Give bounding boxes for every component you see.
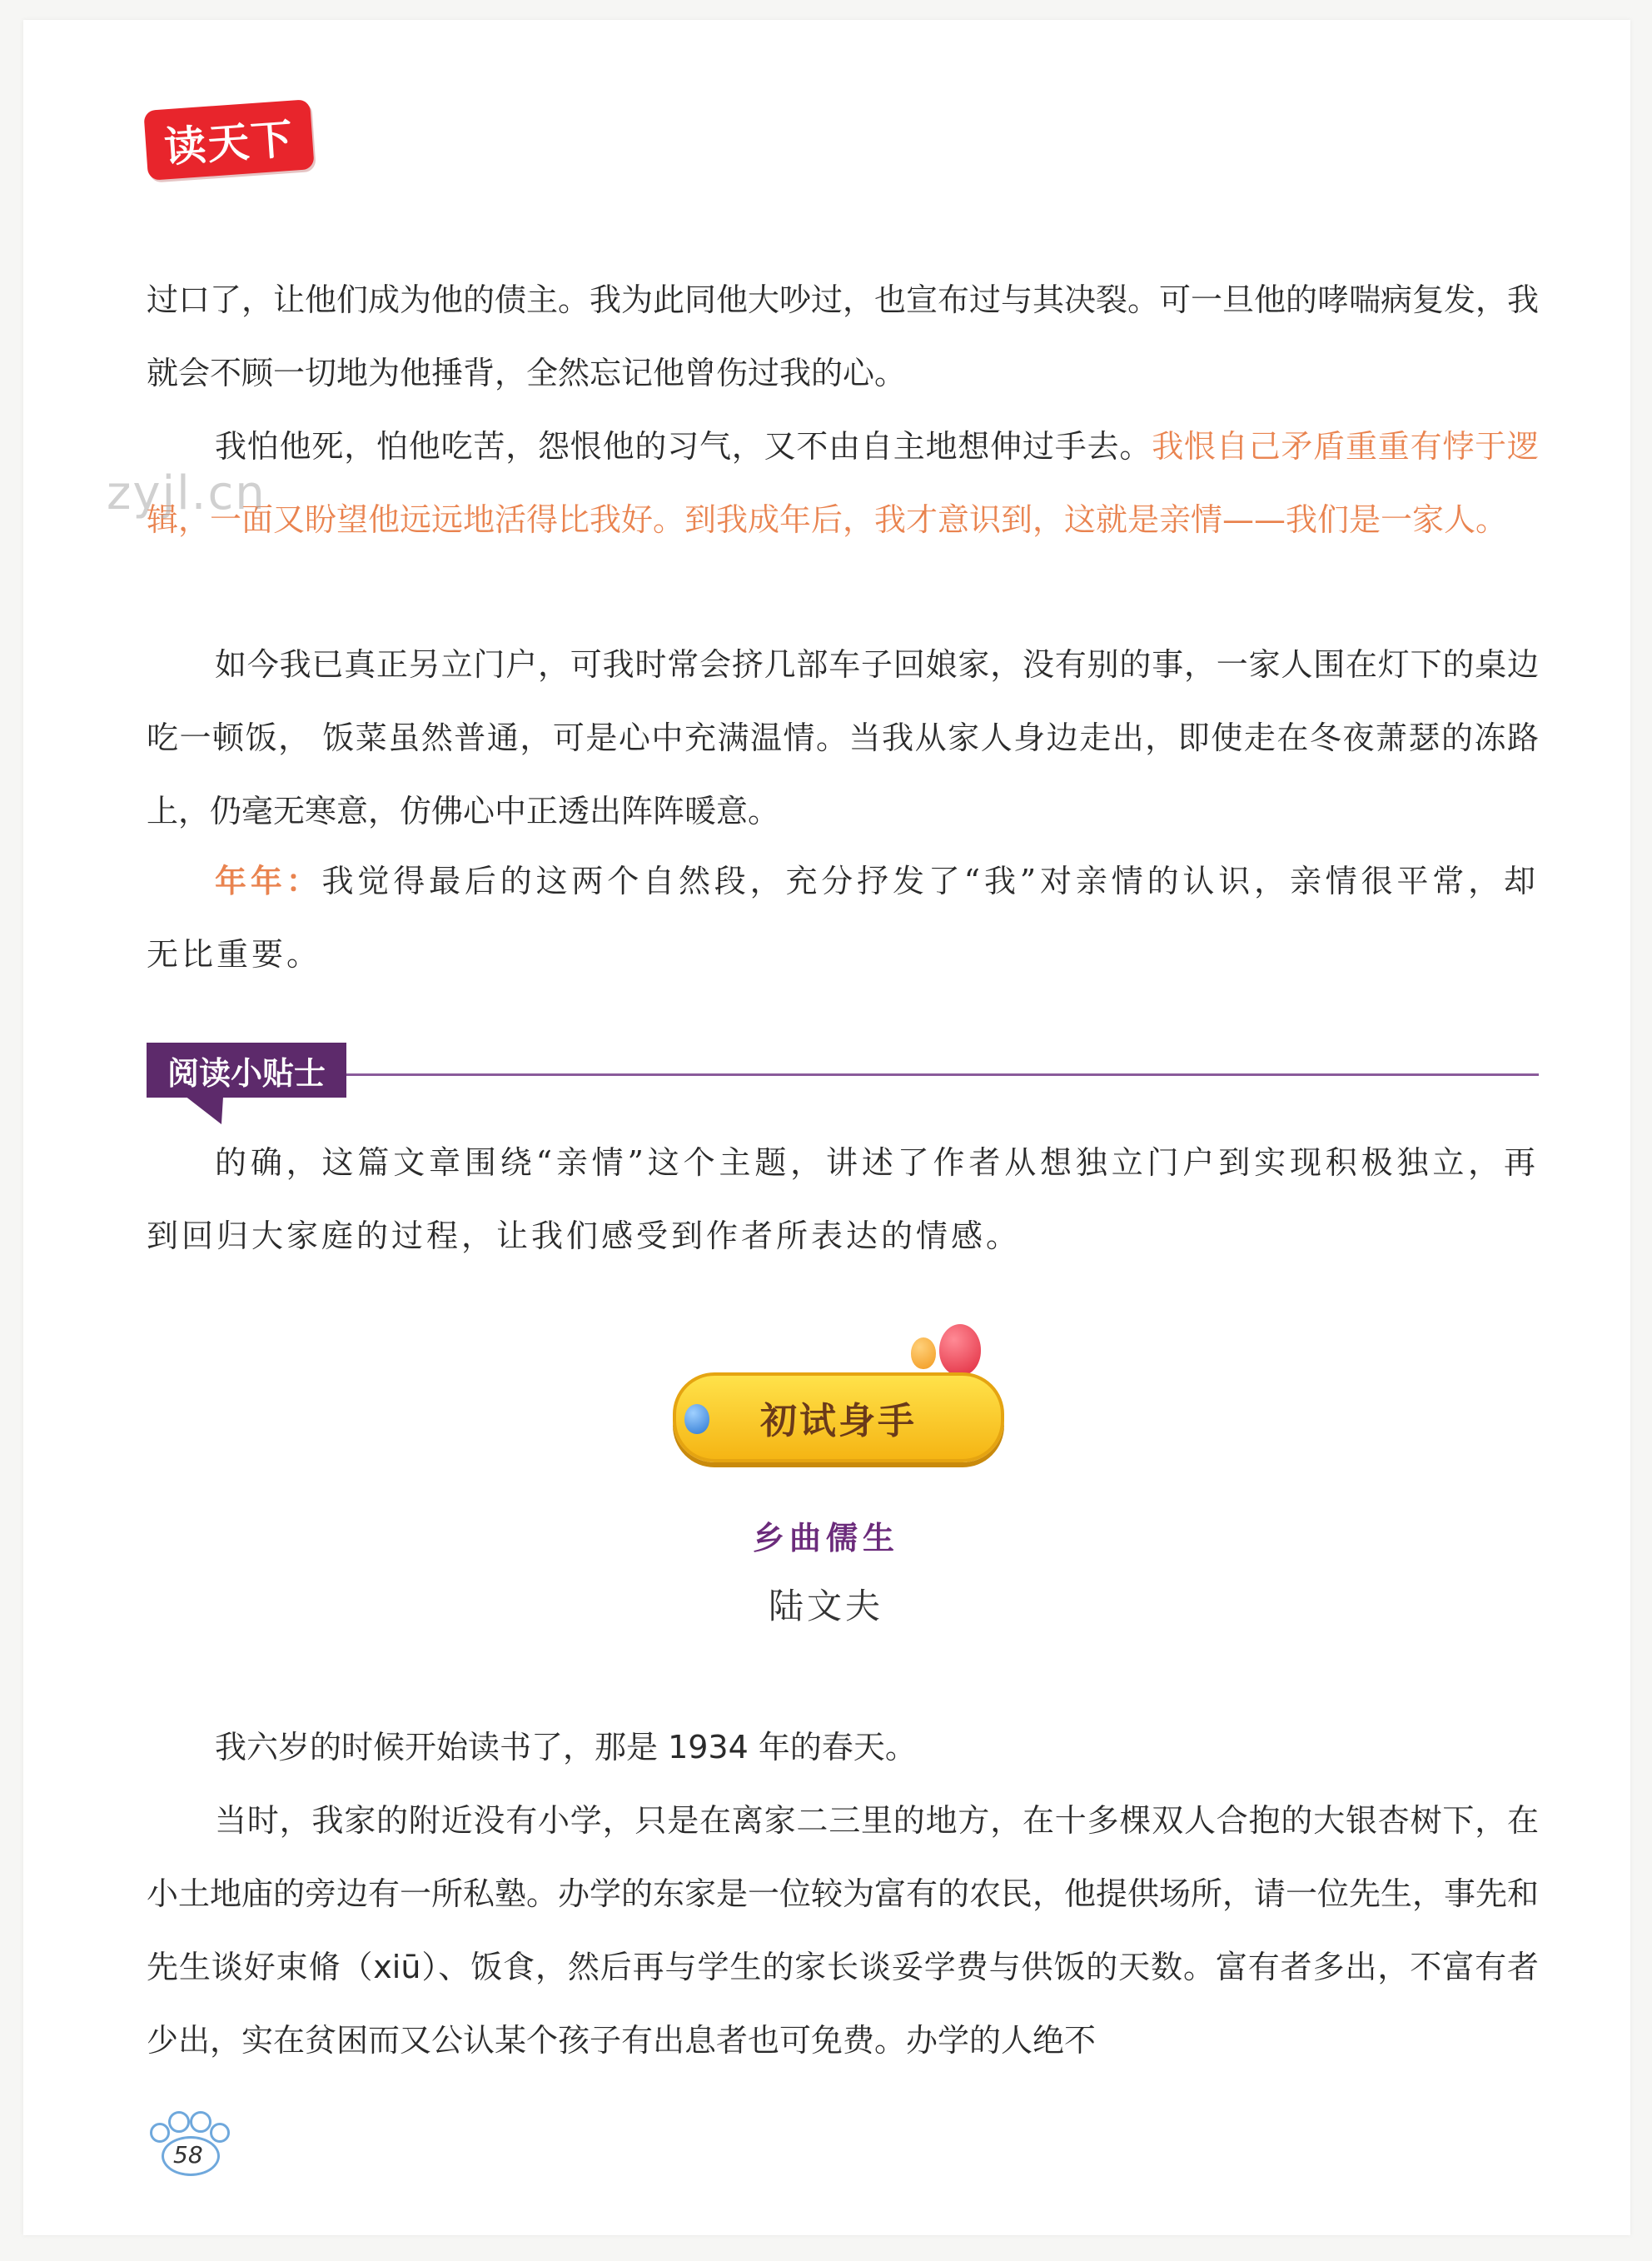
balloon-blue-icon xyxy=(684,1404,709,1434)
paw-toe-icon xyxy=(150,2123,170,2143)
paw-toe-icon xyxy=(168,2111,190,2133)
comment-text: 我觉得最后的这两个自然段，充分抒发了“我”对亲情的认识，亲情很平常，却无比重要。 xyxy=(147,863,1539,973)
balloon-orange-icon xyxy=(911,1337,936,1369)
paragraph-2-normal: 我怕他死，怕他吃苦，怨恨他的习气，又不由自主地想伸过手去。 xyxy=(215,428,1152,465)
tip-tag: 阅读小贴士 xyxy=(147,1043,346,1098)
paragraph-2 xyxy=(147,410,1539,556)
article-title: 乡曲儒生 xyxy=(752,1520,899,1556)
article-author: 陆文夫 xyxy=(768,1586,883,1626)
page-number-paw xyxy=(150,2111,230,2174)
paragraph-2-highlight: 我恨自己矛盾重重有悖于逻辑，一面又盼望他远远地活得比我好。到我成年后，我才意识到，这就是亲情——我们是一家人。 xyxy=(147,428,1539,538)
tip-divider xyxy=(346,1073,1539,1076)
paragraph-3: 如今我已真正另立门户，可我时常会挤几部车子回娘家，没有别的事，一家人围在灯下的桌边吃一顿饭， 饭菜虽然普通，可是心中充满温情。当我从家人身边走出，即使走在冬夜萧瑟的冻路上，仍毫无寒意，仿佛心中正透出阵阵暖意。 xyxy=(147,646,1539,829)
try-it-button: 初试身手 xyxy=(673,1372,1004,1462)
section-badge: 读天下 xyxy=(143,99,314,181)
paw-toe-icon xyxy=(210,2123,230,2143)
watermark: zyjl.cn xyxy=(107,466,266,520)
balloon-red-icon xyxy=(939,1324,981,1376)
paragraph-1: 过口了，让他们成为他的债主。我为此同他大吵过，也宣布过与其决裂。可一旦他的哮喘病复发，我就会不顾一切地为他捶背，全然忘记他曾伤过我的心。 xyxy=(147,281,1540,391)
tip-paragraph: 的确，这篇文章围绕“亲情”这个主题，讲述了作者从想独立门户到实现积极独立，再到回归大家庭的过程，让我们感受到作者所表达的情感。 xyxy=(147,1144,1539,1254)
comment xyxy=(147,844,1539,991)
article-paragraph-2: 当时，我家的附近没有小学，只是在离家二三里的地方，在十多棵双人合抱的大银杏树下，在小土地庙的旁边有一所私塾。办学的东家是一位较为富有的农民，他提供场所，请一位先生，事先和先生谈好束脩（xiū）、饭食，然后再与学生的家长谈妥学费与供饭的天数。富有者多出，不富有者少出，实在贫困而又公认某个孩子有出息者也可免费。办学的人绝不 xyxy=(147,1802,1540,2059)
page-number: 58 xyxy=(173,2141,203,2169)
paw-toe-icon xyxy=(190,2111,211,2133)
article-paragraph-1: 我六岁的时候开始读书了，那是 1934 年的春天。 xyxy=(215,1729,917,1765)
comment-label: 年年： xyxy=(215,862,322,899)
